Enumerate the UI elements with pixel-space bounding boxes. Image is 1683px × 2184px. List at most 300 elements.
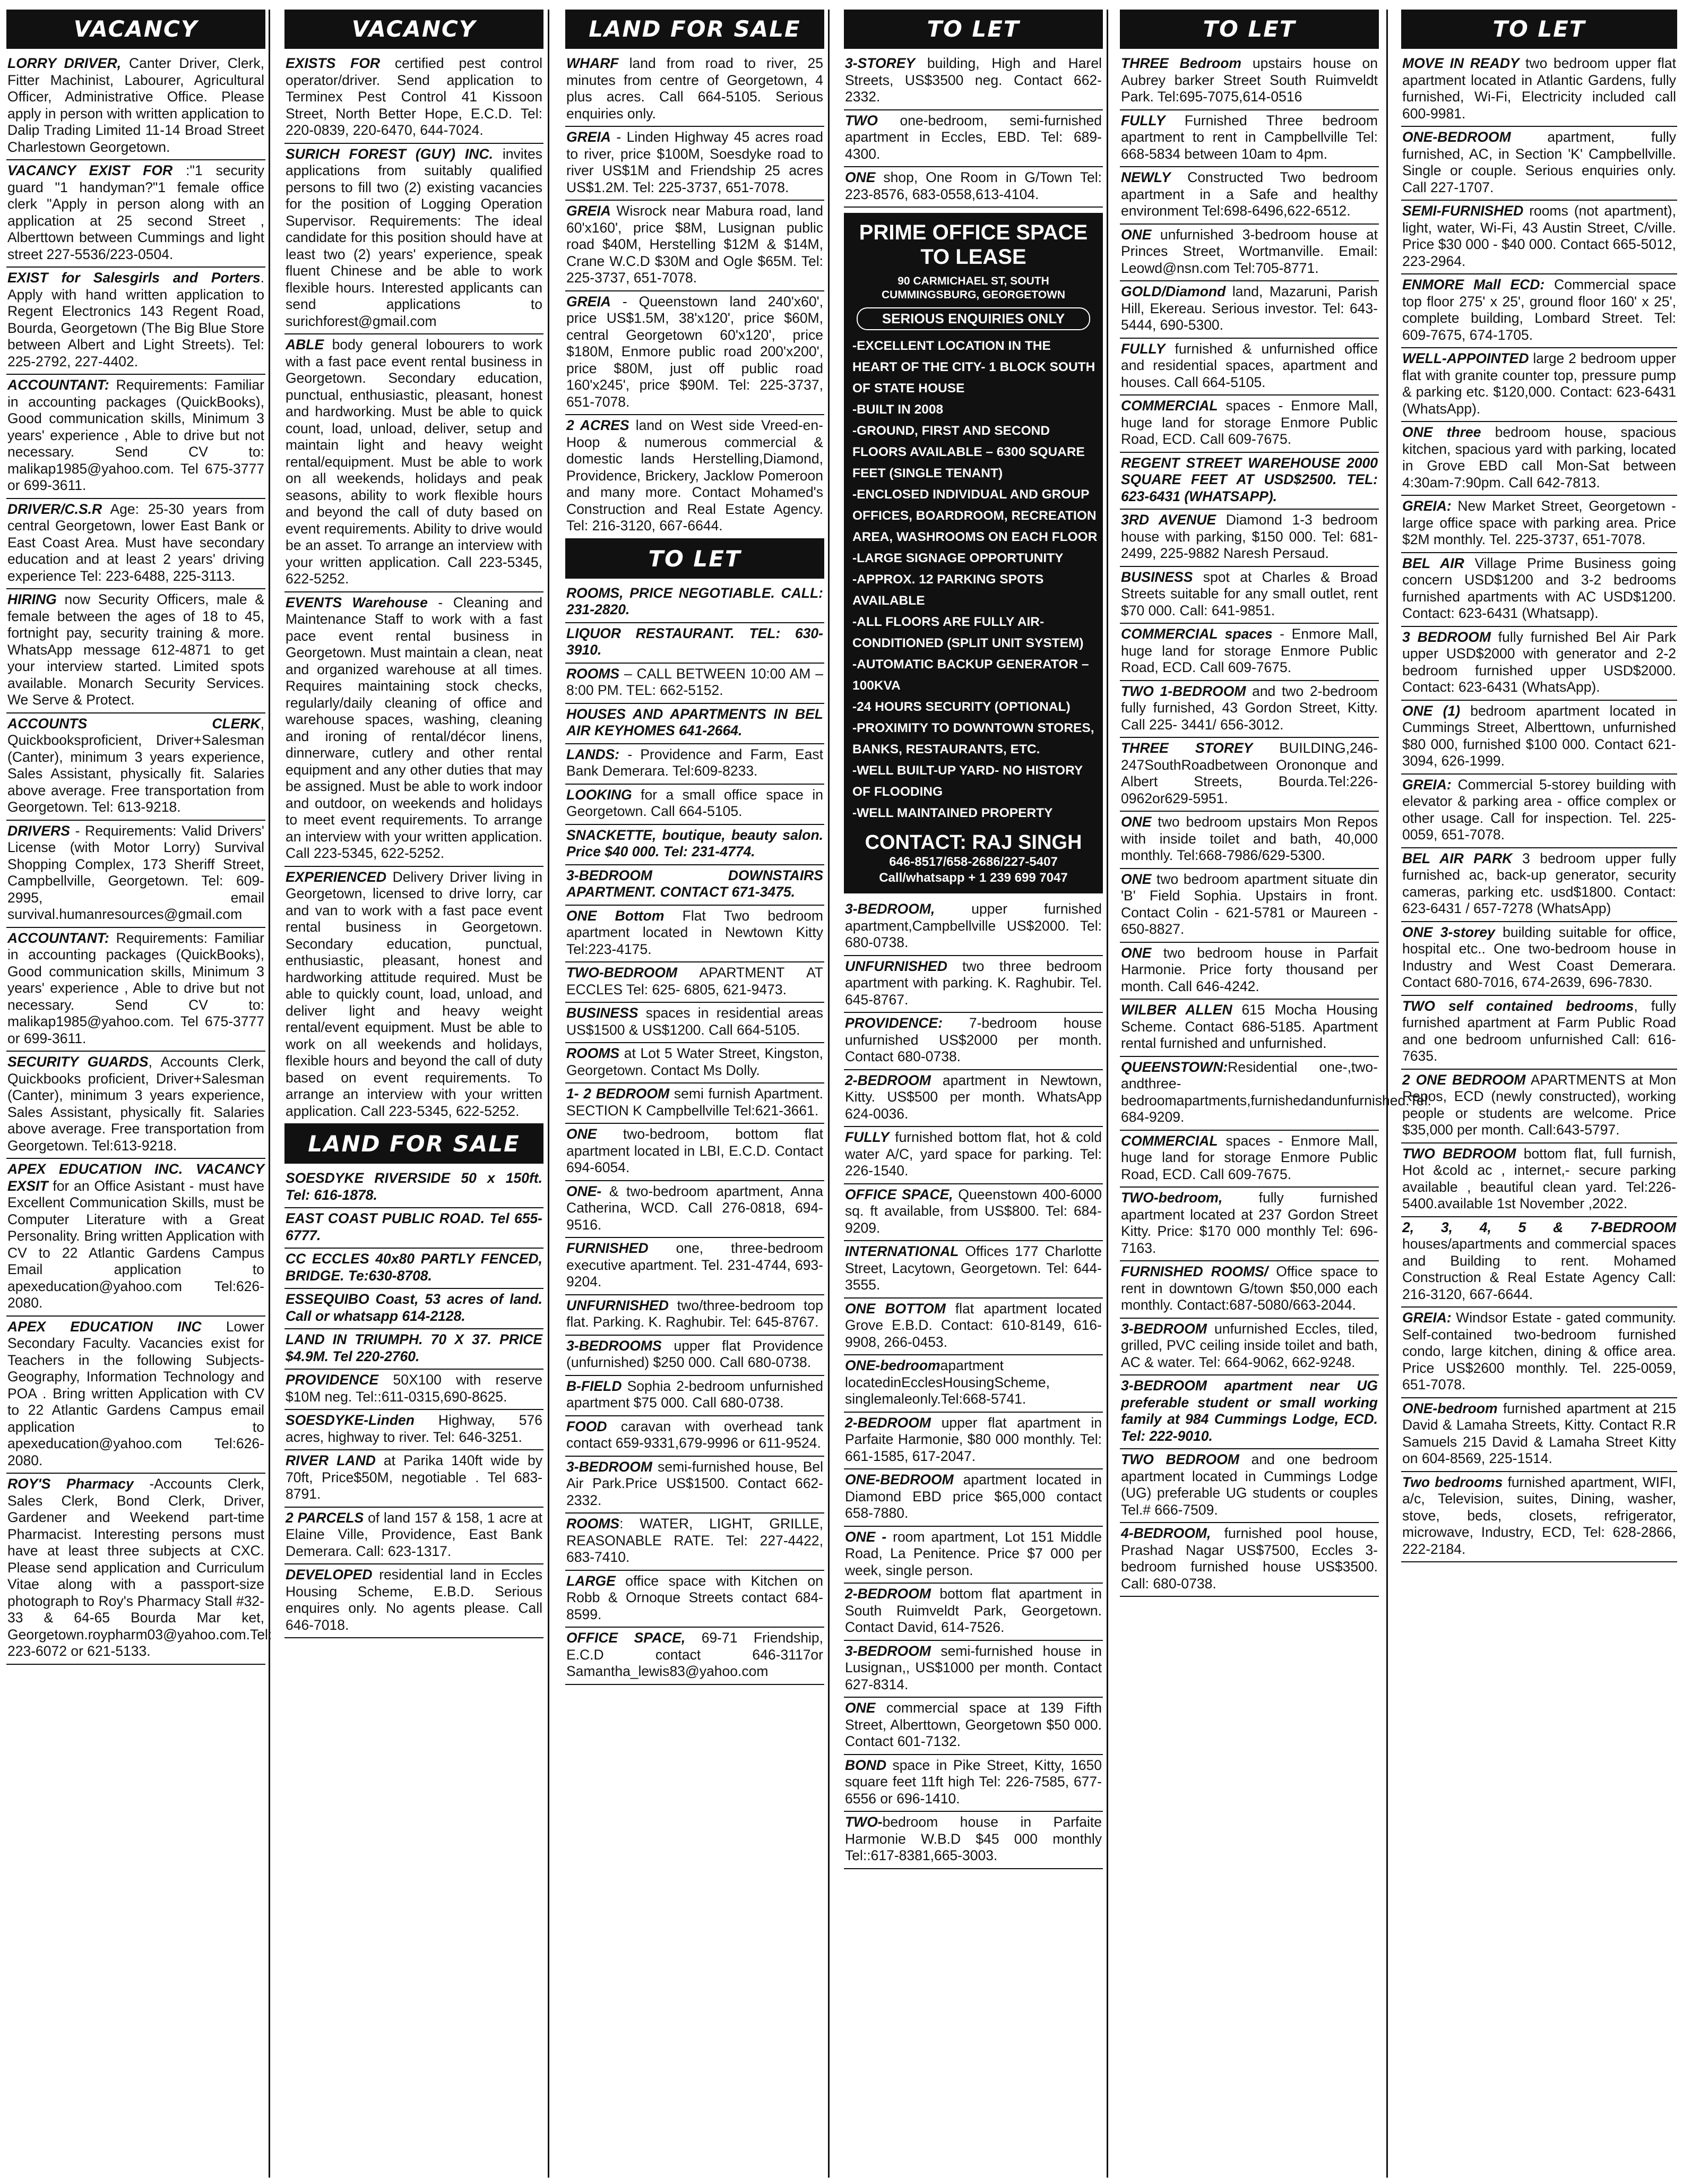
ad-body: now Security Officers, male & female between the ages of 18 to 45, fortnight pay, security training & more. WhatsApp message 612-4871 to get your interview started. Limited spots available. Monarch Security Services. We Serve & Protect. <box>7 591 264 708</box>
ad-body: Flat Two bedroom apartment located in Newtown Kitty Tel:223-4175. <box>566 907 823 957</box>
ad-lead: SOESDYKE-Linden <box>286 1412 415 1428</box>
ad-lead: LOOKING <box>566 786 632 803</box>
ad-lead: MOVE IN READY <box>1402 55 1520 71</box>
ad-body: :"1 security guard "1 handyman?"1 female office clerk "Apply in person along with an application at 25 second Street , Alberttown between Cummings and light street 227-5536/223-0504. <box>7 162 264 262</box>
ad-lead: WELL-APPOINTED <box>1402 350 1529 366</box>
ad-lead: EVENTS Warehouse <box>286 594 428 611</box>
ad-lead: ONE <box>1121 814 1152 830</box>
ad-body: . Apply with hand written application to Regent Electronics 143 Regent Road, Bourda, Georgetown (The Big Blue Store between Albert and Light Streets). Tel: 225-2792, 227-4402. <box>7 270 264 369</box>
ad-body: land from road to river, 25 minutes from centre of Georgetown, 4 plus acres. Call 664-5105. Serious enquiries only. <box>566 55 823 122</box>
box-ad-title: PRIME OFFICE SPACE TO LEASE <box>859 221 1088 269</box>
classified-ad <box>844 1584 1103 1641</box>
classified-ad <box>6 1474 272 1665</box>
ad-lead: 3-BEDROOM, <box>845 901 935 917</box>
ad-lead: GREIA <box>566 203 611 219</box>
ad-lead: LAND IN TRIUMPH. 70 X 37. PRICE $4.9M. Tel 220-2760. <box>286 1331 542 1364</box>
ad-body: & two-bedroom apartment, Anna Catherina, WCD. Call 276-0818, 694-9516. <box>566 1183 823 1233</box>
ad-body: furnished & unfurnished office and residential spaces, apartment and houses. Call 664-5105. <box>1121 340 1378 390</box>
ad-lead: COMMERCIAL <box>1121 1132 1218 1149</box>
box-ad-feature: -EXCELLENT LOCATION IN THE HEART OF THE CITY- 1 BLOCK SOUTH OF STATE HOUSE <box>852 339 1095 395</box>
ad-lead: 3-STOREY <box>845 55 916 71</box>
ad-lead: ONE-BEDROOM <box>845 1472 954 1487</box>
classified-ad <box>565 906 824 963</box>
ad-body: , Quickbooksproficient, Driver+Salesman (Canter), minimum 3 years experience, Sales Assistant, physically fit. Salaries above average. Free transportation from Georgetown. Tel: 613-9218. <box>7 715 264 815</box>
classified-ad <box>1120 681 1379 738</box>
classified-ad <box>1120 167 1379 225</box>
ad-lead: ONE- <box>566 1183 602 1199</box>
classified-ad <box>1120 510 1379 567</box>
classified-ad <box>6 53 265 160</box>
ad-body: Queenstown 400-6000 sq. ft available, from US$800. Tel: 684-9209. <box>845 1186 1102 1236</box>
classified-ad <box>565 1336 824 1376</box>
box-ad-feature: -ALL FLOORS ARE FULLY AIR-CONDITIONED (SPLIT UNIT SYSTEM) <box>852 615 1084 650</box>
ad-lead: 3-BEDROOM DOWNSTAIRS APARTMENT. CONTACT 671-3475. <box>566 867 823 900</box>
ad-lead: 1- 2 BEDROOM <box>566 1086 670 1102</box>
classified-ad <box>565 865 824 906</box>
column-1 <box>6 10 272 2178</box>
ad-body: 69-71 Friendship, E.C.D contact 646-3117or Samantha_lewis83@yahoo.com <box>566 1630 823 1679</box>
box-ad-feature: -APPROX. 12 PARKING SPOTS AVAILABLE <box>852 572 1044 608</box>
classified-ad <box>1401 1472 1677 1563</box>
ad-body: fully furnished apartment located at 237 Gordon Street Kitty. Price: $170 000 monthly Tel: 696-7163. <box>1121 1190 1378 1256</box>
classified-ad <box>565 53 824 127</box>
ad-lead: APEX EDUCATION INC <box>7 1318 202 1335</box>
ad-body: - Linden Highway 45 acres road to river, price $100M, Soesdyke road to river US$1M and Friendship 25 acres US$1.2M. Tel: 225-3737, 651-7078. <box>566 129 823 195</box>
classified-ad <box>1120 943 1379 1000</box>
classified-ad <box>1120 1188 1379 1261</box>
classified-ad <box>6 1159 265 1317</box>
ad-lead: VACANCY EXIST FOR <box>7 162 173 178</box>
ad-lead: DRIVERS <box>7 822 70 839</box>
ad-body: residential land in Eccles Housing Scheme, E.B.D. Serious enquires only. No agents please. Call 646-7018. <box>286 1567 542 1633</box>
ad-lead: LANDS: <box>566 746 620 762</box>
ad-body: land, Mazaruni, Parish Hill, Ekereau. Serious investor. Tel: 643-5444, 690-5300. <box>1121 283 1378 333</box>
ad-lead: PROVIDENCE: <box>845 1015 943 1031</box>
ad-body: Wisrock near Mabura road, land 60'x160', price $8M, Lusignan public road $40M, Herstelling $12M & $14M, Crane W.C.D $30M and Ogle $65M. Tel: 225-3737, 651-7078. <box>566 203 823 286</box>
ad-lead: THREE Bedroom <box>1121 55 1241 71</box>
ad-body: Commercial 5-storey building with elevator & parking area - office complex or other usage. Call for inspection. Tel. 225-0059, 651-7078. <box>1402 776 1676 842</box>
section-header: TO LET <box>1401 10 1677 49</box>
ad-body: spot at Charles & Broad Streets suitable for any small outlet, rent $70 000. Call: 641-9851. <box>1121 569 1378 618</box>
classified-ad <box>844 1299 1103 1356</box>
ad-body: for a small office space in Georgetown. Call 664-5105. <box>566 786 823 819</box>
ad-lead: ONE - <box>845 1528 887 1545</box>
classified-ad <box>1120 1523 1379 1597</box>
classified-ad <box>1120 1057 1431 1131</box>
ad-body: bottom flat, full furnish, Hot &cold ac , internet,- secure parking available , beautiful clean yard. Tel:226-5400.available 1st November ,2022. <box>1402 1145 1676 1211</box>
ad-lead: TWO BEDROOM <box>1402 1145 1516 1162</box>
classified-ad <box>1120 53 1379 110</box>
classified-ad <box>6 1317 265 1474</box>
ad-lead: UNFURNISHED <box>845 958 947 974</box>
ad-body: and one bedroom apartment located in Cummings Lodge (UG) preferable UG students or couples Tel.# 666-7509. <box>1121 1451 1378 1518</box>
ad-body: : WATER, LIGHT, GRILLE, REASONABLE RATE. Tel: 227-4422, 683-7410. <box>566 1516 823 1565</box>
ad-body: semi-furnished house in Lusignan,, US$1000 per month. Contact 627-8314. <box>845 1643 1102 1692</box>
classified-ad <box>6 713 265 821</box>
classified-ad <box>6 928 265 1052</box>
ad-lead: 3-BEDROOM <box>566 1458 652 1475</box>
classified-ad <box>6 375 265 499</box>
ad-lead: TWO-bedroom, <box>1121 1190 1223 1206</box>
classified-ad <box>284 1410 543 1450</box>
section-header: TO LET <box>1120 10 1379 49</box>
ad-body: upper flat apartment in Parfaite Harmonie, $80 000 monthly. Tel: 661-1585, 617-2047. <box>845 1414 1102 1464</box>
ad-body: flat apartment located Grove E.B.D. Contact: 610-8149, 616-9908, 266-0453. <box>845 1300 1102 1350</box>
classified-ad <box>844 1413 1103 1470</box>
ad-lead: ONE BOTTOM <box>845 1300 946 1317</box>
ad-body: caravan with overhead tank contact 659-9331,679-9996 or 611-9524. <box>566 1418 823 1451</box>
classified-ad <box>1401 274 1677 348</box>
ad-body: bedroom house in Parfaite Harmonie W.B.D $45 000 monthly Tel::617-8381,665-3003. <box>845 1814 1102 1863</box>
classified-ad <box>565 825 824 865</box>
ad-body: Offices 177 Charlotte Street, Lacytown, Georgetown. Tel: 644-3555. <box>845 1243 1102 1293</box>
ad-body: - Queenstown land 240'x60', price US$1.5M, 38'x120', price $60M, central Georgetown 60'x120', price $180M, Enmore public road 200'x200', price $80M, just off public road 160'x245', price $90M. Tel: 225-3737, 651-7078. <box>566 293 823 410</box>
ad-lead: HOUSES AND APARTMENTS IN BEL AIR KEYHOMES 641-2664. <box>566 706 823 738</box>
classified-ad <box>844 1641 1103 1698</box>
ad-lead: SEMI-FURNISHED <box>1402 203 1524 219</box>
ad-lead: 2-BEDROOM <box>845 1072 931 1088</box>
classified-ad <box>284 1289 543 1329</box>
ad-lead: OFFICE SPACE, <box>566 1630 686 1646</box>
ad-body: shop, One Room in G/Town Tel: 223-8576, 683-0558,613-4104. <box>845 169 1102 202</box>
ad-lead: PROVIDENCE <box>286 1372 379 1388</box>
classified-ad <box>1120 1375 1379 1449</box>
section-header: VACANCY <box>284 10 543 49</box>
classified-ad <box>1401 53 1677 127</box>
ad-body: Commercial space top floor 275' x 25', ground floor 160' x 25', complete building, Lombard Street. Tel: 609-7675, 674-1705. <box>1402 277 1676 343</box>
classified-ad <box>284 867 543 1125</box>
section-header: LAND FOR SALE <box>284 1124 543 1164</box>
ad-lead: THREE STOREY <box>1121 740 1253 756</box>
ad-body: - Enmore Mall, huge land for storage Enmore Public Road, ECD. Call 609-7675. <box>1121 626 1378 675</box>
classified-ad <box>1401 627 1677 701</box>
ad-body: building, High and Harel Streets, US$3500 neg. Contact 662-2332. <box>845 55 1102 105</box>
classified-ad <box>6 1052 265 1159</box>
box-ad-feature: -LARGE SIGNAGE OPPORTUNITY <box>852 551 1064 565</box>
box-ad-pill: SERIOUS ENQUIRIES ONLY <box>857 307 1090 330</box>
ad-lead: FULLY <box>1121 112 1166 128</box>
ad-body: - Providence and Farm, East Bank Demerara. Tel:609-8233. <box>566 746 823 779</box>
column-divider <box>828 10 830 2178</box>
classified-ad <box>565 1238 824 1295</box>
ad-lead: EXISTS FOR <box>286 55 381 71</box>
ad-lead: REGENT STREET WAREHOUSE 2000 SQUARE FEET AT USD$2500. TEL: 623-6431 (WHATSAPP). <box>1121 454 1378 504</box>
box-ad-whatsapp: Call/whatsapp + 1 239 699 7047 <box>879 871 1068 885</box>
classified-ad <box>844 1812 1103 1869</box>
classified-ad <box>844 53 1103 110</box>
ad-lead: LARGE <box>566 1572 616 1589</box>
ad-body: commercial space at 139 Fifth Street, Alberttown, Georgetown $50 000. Contact 601-7132. <box>845 1700 1102 1749</box>
ad-lead: GREIA <box>566 129 611 145</box>
ad-lead: 2 PARCELS <box>286 1509 364 1526</box>
classified-ad <box>6 268 265 375</box>
ad-body: one-bedroom, semi-furnished apartment in Eccles, EBD. Tel: 689-4300. <box>845 112 1102 162</box>
ad-body: invites applications from suitably qualified persons to fill two (2) existing vacancies for the position of Logging Operation Supervisor. Requirements: The ideal candidate for this position should have at least two (2) years' experience, speak fluent Chinese and be able to work flexible hours. Interested applicants can send applications to surichforest@gmail.com <box>286 145 542 329</box>
ad-lead: RIVER LAND <box>286 1452 376 1468</box>
classified-ad <box>844 110 1103 168</box>
ad-body: for an Office Asistant - must have Excellent Communication Skills, must be Computer Literature with a Great Personality. Bring written Application with CV to 22 Atlantic Gardens Campus Email application to apexeducation@yahoo.com Tel:626-2080. <box>7 1177 264 1311</box>
classified-ad <box>284 144 543 335</box>
ad-lead: ABLE <box>286 337 324 352</box>
ad-body: room apartment, Lot 151 Middle Road, La Penitence. Price $7 000 per week, single person. <box>845 1528 1102 1578</box>
classified-ad <box>1401 1070 1677 1143</box>
classified-ad <box>1120 567 1379 624</box>
classified-ad <box>6 821 265 928</box>
classified-ad <box>844 1184 1103 1242</box>
ad-lead: UNFURNISHED <box>566 1297 669 1313</box>
classified-ad <box>565 1043 824 1084</box>
ad-body: bedroom apartment located in Cummings Street, Alberttown, unfurnished $80 000, furnished $100 000. Contact 621-3094, 626-1999. <box>1402 702 1676 769</box>
ad-body: at Parika 140ft wide by 70ft, Price$50M, negotiable . Tel 683-8791. <box>286 1452 542 1502</box>
classified-ad <box>1401 348 1677 422</box>
ad-body: semi-furnished house, Bel Air Park.Price US$1500. Contact 662-2332. <box>566 1458 823 1508</box>
ad-body: two bedroom house in Parfait Harmonie. Price forty thousand per month. Call 646-4242. <box>1121 944 1378 994</box>
ad-body: 7-bedroom house unfurnished US$2000 per month. Contact 680-0738. <box>845 1015 1102 1064</box>
classified-ad <box>284 1208 543 1249</box>
classified-ad <box>565 1181 824 1239</box>
ad-body: bottom flat apartment in South Ruimveldt Park, Georgetown. Contact David, 614-7526. <box>845 1586 1102 1635</box>
ad-lead: BOND <box>845 1757 887 1773</box>
ad-lead: ONE three <box>1402 424 1481 440</box>
section-header: LAND FOR SALE <box>565 10 824 49</box>
ad-body: two bedroom upper flat apartment located in Atlantic Gardens, fully furnished, Wi-Fi, Electricity included call 600-9981. <box>1402 55 1676 122</box>
ad-lead: EAST COAST PUBLIC ROAD. Tel 655-6777. <box>286 1210 542 1243</box>
ad-body: BUILDING,246-247SouthRoadbetween Orononque and Albert Streets, Bourda.Tel:226-0962or629-5951. <box>1121 740 1378 806</box>
ad-body: Delivery Driver living in Georgetown, licensed to drive lorry, car and van to work with a fast pace event rental business in Georgetown. Secondary education, punctual, enthusiastic, pleasant, honest and hardworking attitude required. Must be able to quickly count, load, unload, and deliver light and heavy weight rental/event equipment. Must be able to work on all weekends and holidays, flexible hours and beyond the call of duty based on event requirements. To arrange an interview with your written application. Call 223-5345, 622-5252. <box>286 869 542 1119</box>
classified-ad <box>1120 738 1379 812</box>
ad-lead: 3RD AVENUE <box>1121 512 1216 528</box>
ad-lead: BEL AIR PARK <box>1402 850 1513 866</box>
ad-lead: FOOD <box>566 1418 607 1434</box>
ad-body: spaces in residential areas US$1500 & US$1200. Call 664-5105. <box>566 1005 823 1038</box>
ad-body: – CALL BETWEEN 10:00 AM – 8:00 PM. TEL: 662-5152. <box>566 665 823 698</box>
ad-lead: ONE 3-storey <box>1402 924 1495 940</box>
classified-ad <box>1401 201 1677 274</box>
ad-body: one, three-bedroom executive apartment. Tel. 231-4744, 693-9204. <box>566 1240 823 1289</box>
ad-body: 50X100 with reserve $10M neg. Tel::611-0315,690-8625. <box>286 1372 542 1405</box>
classified-ad <box>565 127 824 201</box>
classified-ad <box>565 291 824 416</box>
ad-body: bedroom house, spacious kitchen, spacious yard with parking, located in Grove EBD call Mon-Sat between 4:30am-7:90pm. Call 642-7813. <box>1402 424 1676 491</box>
ad-lead: Two bedrooms <box>1402 1474 1503 1490</box>
column-4 <box>844 10 1103 2178</box>
classified-ad <box>1120 812 1379 869</box>
ad-lead: GREIA: <box>1402 1310 1452 1326</box>
classified-ad <box>844 1698 1103 1755</box>
classified-ad <box>565 962 824 1003</box>
classified-ad <box>844 1070 1103 1128</box>
classified-ad <box>284 1508 543 1565</box>
classified-ad <box>1401 127 1677 201</box>
ad-lead: ROOMS <box>566 1045 620 1061</box>
ad-lead: 2-BEDROOM <box>845 1586 931 1602</box>
ad-lead: ONE (1) <box>1402 702 1461 719</box>
ad-lead: 3-BEDROOM <box>1121 1320 1207 1337</box>
ad-body: Canter Driver, Clerk, Fitter Machinist, Labourer, Agricultural Officer, Administrative Office. Please apply in person with written application to Dalip Trading Limited 11-14 Broad Street Charlestown Georgetown. <box>7 55 264 155</box>
classified-ad <box>1401 775 1677 848</box>
ad-lead: INTERNATIONAL <box>845 1243 959 1259</box>
ad-lead: FULLY <box>1121 340 1166 357</box>
classified-ad <box>1120 453 1379 510</box>
classified-ad <box>284 1168 543 1208</box>
ad-lead: GREIA: <box>1402 498 1452 514</box>
ad-body: two bedroom apartment situate din 'B' Field Sophia. Upstairs in front. Contact Colin - 621-5781 or Maureen - 650-8827. <box>1121 871 1378 937</box>
column-3 <box>565 10 824 2178</box>
ad-lead: WILBER ALLEN <box>1121 1002 1232 1018</box>
ad-lead: FULLY <box>845 1129 890 1145</box>
classified-ad <box>6 160 265 268</box>
classified-ad <box>1120 395 1379 453</box>
ad-body: APARTMENTS at Mon Repos, ECD (newly constructed), working people or students are welcome. Price $35,000 per month. Call:643-5797. <box>1402 1071 1676 1138</box>
classified-ad <box>284 1450 543 1508</box>
classified-ad <box>844 1469 1103 1527</box>
ad-lead: GREIA <box>566 293 611 309</box>
ad-lead: TWO <box>845 112 878 128</box>
ad-body: upper furnished apartment,Campbellville US$2000. Tel: 680-0738. <box>845 901 1102 950</box>
ad-lead: ROOMS, PRICE NEGOTIABLE. CALL: 231-2820. <box>566 584 823 617</box>
ad-lead: APEX EDUCATION INC. VACANCY EXSIT <box>7 1161 264 1194</box>
ad-body: fully furnished Bel Air Park upper USD$2000 with generator and 2-2 bedroom furnished upper USD$2000. Contact: 623-6431 (WhatsApp). <box>1402 629 1676 695</box>
classified-ad <box>284 53 543 144</box>
box-ad-feature: -BUILT IN 2008 <box>852 402 944 417</box>
classified-ad <box>844 1013 1103 1070</box>
classified-ad <box>284 1370 543 1410</box>
ad-body: of land 157 & 158, 1 acre at Elaine Ville, Providence, East Bank Demerara. Call: 623-1317. <box>286 1509 542 1559</box>
ad-body: upper flat Providence (unfurnished) $250 000. Call 680-0738. <box>566 1337 823 1370</box>
classified-ad <box>565 1084 824 1124</box>
ad-lead: FURNISHED <box>566 1240 649 1256</box>
ad-lead: HIRING <box>7 591 57 607</box>
classified-ad <box>1401 496 1677 553</box>
ad-lead: ONE-bedroom <box>845 1357 940 1373</box>
ad-body: , fully furnished apartment at Farm Public Road and one bedroom unfurnished Call: 616-7635. <box>1402 998 1676 1064</box>
box-ad-contact: CONTACT: RAJ SINGH <box>865 831 1082 854</box>
classified-ad <box>844 1241 1103 1299</box>
classified-ad <box>1120 110 1379 168</box>
ad-body: land on West side Vreed-en-Hoop & numerous commercial & domestic lands Herstelling,Diamond, Providence, Brickery, Jacklow Pomeroon and many more. Contact Mohamed's Construction and Real Estate Agency. Tel: 216-3120, 667-6644. <box>566 417 823 534</box>
box-ad-features <box>849 336 1098 824</box>
box-ad-address: 90 CARMICHAEL ST, SOUTH CUMMINGSBURG, GEORGETOWN <box>881 275 1066 301</box>
ad-body: - Cleaning and Maintenance Staff to work with a fast pace event rental business in Georgetown. Must maintain a clean, neat and organized warehouse at all times. Requires maintaining stock checks, regularly/daily cleaning of office and warehouse spaces, washing, cleaning and ironing of rental/décor linens, dinnerware, cutlery and other rental equipment and any other duties that may be assigned. Must be able to work indoor and outdoor, on weekends and holidays to meet event requirements. To arrange an interview with your written application. Call 223-5345, 622-5252. <box>286 594 543 861</box>
column-6 <box>1401 10 1677 2178</box>
ad-body: apartment locatedinEcclesHousingScheme, singlemaleonly.Tel:668-5741. <box>845 1357 1050 1407</box>
ad-body: spaces - Enmore Mall, huge land for storage Enmore Public Road, ECD. Call 609-7675. <box>1121 398 1378 447</box>
ad-lead: CC ECCLES 40x80 PARTLY FENCED, BRIDGE. Te:630-8708. <box>286 1251 542 1284</box>
ad-body: Age: 25-30 years from central Georgetown, lower East Bank or East Coast Area. Must have secondary education and at least 2 years' driving experience Tel: 223-6488, 225-3113. <box>7 501 264 584</box>
ad-lead: NEWLY <box>1121 169 1171 185</box>
classified-ad <box>565 1514 824 1571</box>
ad-body: New Market Street, Georgetown - large office space with parking area. Price $2M monthly. Tel. 225-3737, 651-7078. <box>1402 498 1676 547</box>
ad-body: Constructed Two bedroom apartment in a Safe and healthy environment Tel:698-6496,622-6512. <box>1121 169 1378 219</box>
classified-ad <box>565 1003 824 1043</box>
ad-body: two-bedroom, bottom flat apartment located in LBI, E.C.D. Contact 694-6054. <box>566 1126 823 1175</box>
classified-ad <box>844 1527 1103 1584</box>
ad-body: Requirements: Familiar in accounting packages (QuickBooks), Good communication skills, Minimum 3 years' experience , Able to drive but not necessary. Send CV to: malikap1985@yahoo.com. Tel 675-3777 or 699-3611. <box>7 377 264 493</box>
ad-lead: TWO self contained bedrooms <box>1402 998 1634 1014</box>
ad-lead: LIQUOR RESTAURANT. TEL: 630-3910. <box>566 625 823 658</box>
ad-lead: ONE Bottom <box>566 907 664 924</box>
ad-body: apartment located in Diamond EBD price $65,000 contact 658-7880. <box>845 1472 1102 1521</box>
classified-ad <box>1120 624 1379 681</box>
ad-lead: ACCOUNTS CLERK <box>7 715 261 732</box>
classified-ad <box>1401 1398 1677 1472</box>
ad-body: furnished pool house, Prashad Nagar US$7500, Eccles 3-bedroom furnished house US$3500. Call: 680-0738. <box>1121 1525 1378 1592</box>
ad-lead: COMMERCIAL <box>1121 398 1218 414</box>
classified-ad <box>1120 281 1379 339</box>
section-header: TO LET <box>565 539 824 579</box>
ad-lead: ONE <box>1121 226 1152 243</box>
classified-ad <box>565 664 824 704</box>
ad-lead: TWO- <box>845 1814 883 1830</box>
ad-lead: QUEENSTOWN: <box>1121 1059 1228 1075</box>
ad-body: Village Prime Business going concern USD$1200 and 3-2 bedrooms furnished apartments with AC USD$1200. Contact: 623-6431 (Whatsapp). <box>1402 555 1676 621</box>
box-ad-feature: -WELL BUILT-UP YARD- NO HISTORY OF FLOODING <box>852 763 1083 799</box>
box-ad-feature: -PROXIMITY TO DOWNTOWN STORES, BANKS, RESTAURANTS, ETC. <box>852 721 1094 756</box>
box-ad-feature: -AUTOMATIC BACKUP GENERATOR – 100KVA <box>852 657 1089 693</box>
ad-body: furnished apartment at 215 David & Lamaha Streets, Kitty. Contact R.R Samuels 215 David & Lamaha Street Kitty on 604-8569, 225-1514. <box>1402 1400 1676 1466</box>
classified-ad <box>1120 1449 1379 1523</box>
classified-ad <box>565 1628 824 1685</box>
ad-body: Highway, 576 acres, highway to river. Tel: 646-3251. <box>286 1412 542 1445</box>
classified-ad <box>565 744 824 785</box>
ad-lead: ACCOUNTANT: <box>7 377 109 393</box>
column-divider <box>1107 10 1108 2178</box>
classified-ad <box>565 1376 824 1416</box>
classified-ad <box>1120 1131 1379 1188</box>
ad-body: spaces - Enmore Mall, huge land for storage Enmore Public Road, ECD. Call 609-7675. <box>1121 1132 1378 1182</box>
ad-lead: COMMERCIAL spaces <box>1121 626 1273 642</box>
classified-ad <box>565 704 824 744</box>
classified-ad <box>565 201 824 291</box>
ad-lead: OFFICE SPACE, <box>845 1186 953 1202</box>
ad-body: certified pest control operator/driver. Send application to Terminex Pest Control 41 Kissoon Street, North Better Hope, E.C.D. Tel: 220-0839, 220-6470, 644-7024. <box>286 55 542 138</box>
classified-ad <box>1120 869 1379 943</box>
ad-lead: BUSINESS <box>1121 569 1193 585</box>
classified-ad <box>1120 339 1379 396</box>
classified-ad <box>1120 1261 1379 1319</box>
classified-ad <box>284 1329 543 1370</box>
ad-lead: DRIVER/C.S.R <box>7 501 102 517</box>
classified-ad <box>284 1564 543 1638</box>
ad-lead: SOESDYKE RIVERSIDE 50 x 150ft. Tel: 616-1878. <box>286 1170 542 1203</box>
box-ad-phones: 646-8517/658-2686/227-5407 <box>889 855 1058 869</box>
classified-ad <box>1401 922 1677 996</box>
ad-lead: 2-BEDROOM <box>845 1414 931 1431</box>
ad-body: unfurnished Eccles, tiled, grilled, PVC ceiling inside toilet and bath, AC & water. Tel: 664-9062, 662-9248. <box>1121 1320 1378 1370</box>
ad-lead: 2 ONE BEDROOM <box>1402 1071 1526 1088</box>
ad-body: two three bedroom apartment with parking. K. Raghubir. Tel. 645-8767. <box>845 958 1102 1008</box>
ad-lead: EXIST for Salesgirls and Porters <box>7 270 261 286</box>
ad-lead: EXPERIENCED <box>286 869 386 885</box>
box-ad-feature: -24 HOURS SECURITY (OPTIONAL) <box>852 700 1071 714</box>
ad-lead: ONE <box>1121 944 1152 961</box>
classified-ad <box>284 334 543 592</box>
ad-body: building suitable for office, hospital etc.. One two-bedroom house in Industry and West Coast Demerara. Contact 680-7016, 674-2639, 696-7830. <box>1402 924 1676 990</box>
ad-body: furnished bottom flat, hot & cold water A/C, yard space for parking. Tel: 226-1540. <box>845 1129 1102 1179</box>
ad-body: Requirements: Familiar in accounting packages (QuickBooks), Good communication skills, Minimum 3 years' experience , Able to drive but not necessary. Send CV to: malikap1985@yahoo.com. Tel 675-3777 or 699-3611. <box>7 930 264 1046</box>
ad-lead: 3-BEDROOM <box>845 1643 931 1659</box>
ad-lead: DEVELOPED <box>286 1567 373 1583</box>
classified-ad <box>565 583 824 623</box>
ad-body: at Lot 5 Water Street, Kingston, Georgetown. Contact Ms Dolly. <box>566 1045 823 1078</box>
classified-ad <box>565 1457 824 1514</box>
ad-body: Sophia 2-bedroom unfurnished apartment $75 000. Call 680-0738. <box>566 1378 823 1411</box>
classified-ad <box>844 167 1103 208</box>
column-divider <box>548 10 549 2178</box>
ad-body: two bedroom upstairs Mon Repos with inside toilet and bath, 40,000 monthly. Tel:668-7986/629-5300. <box>1121 814 1378 863</box>
ad-body: 3 bedroom upper fully furnished ac, back-up generator, security cameras, parking etc. usd$1800. Contact: 623-6431 / 657-7278 (WhatsApp) <box>1402 850 1676 916</box>
classified-ad <box>1401 848 1677 922</box>
